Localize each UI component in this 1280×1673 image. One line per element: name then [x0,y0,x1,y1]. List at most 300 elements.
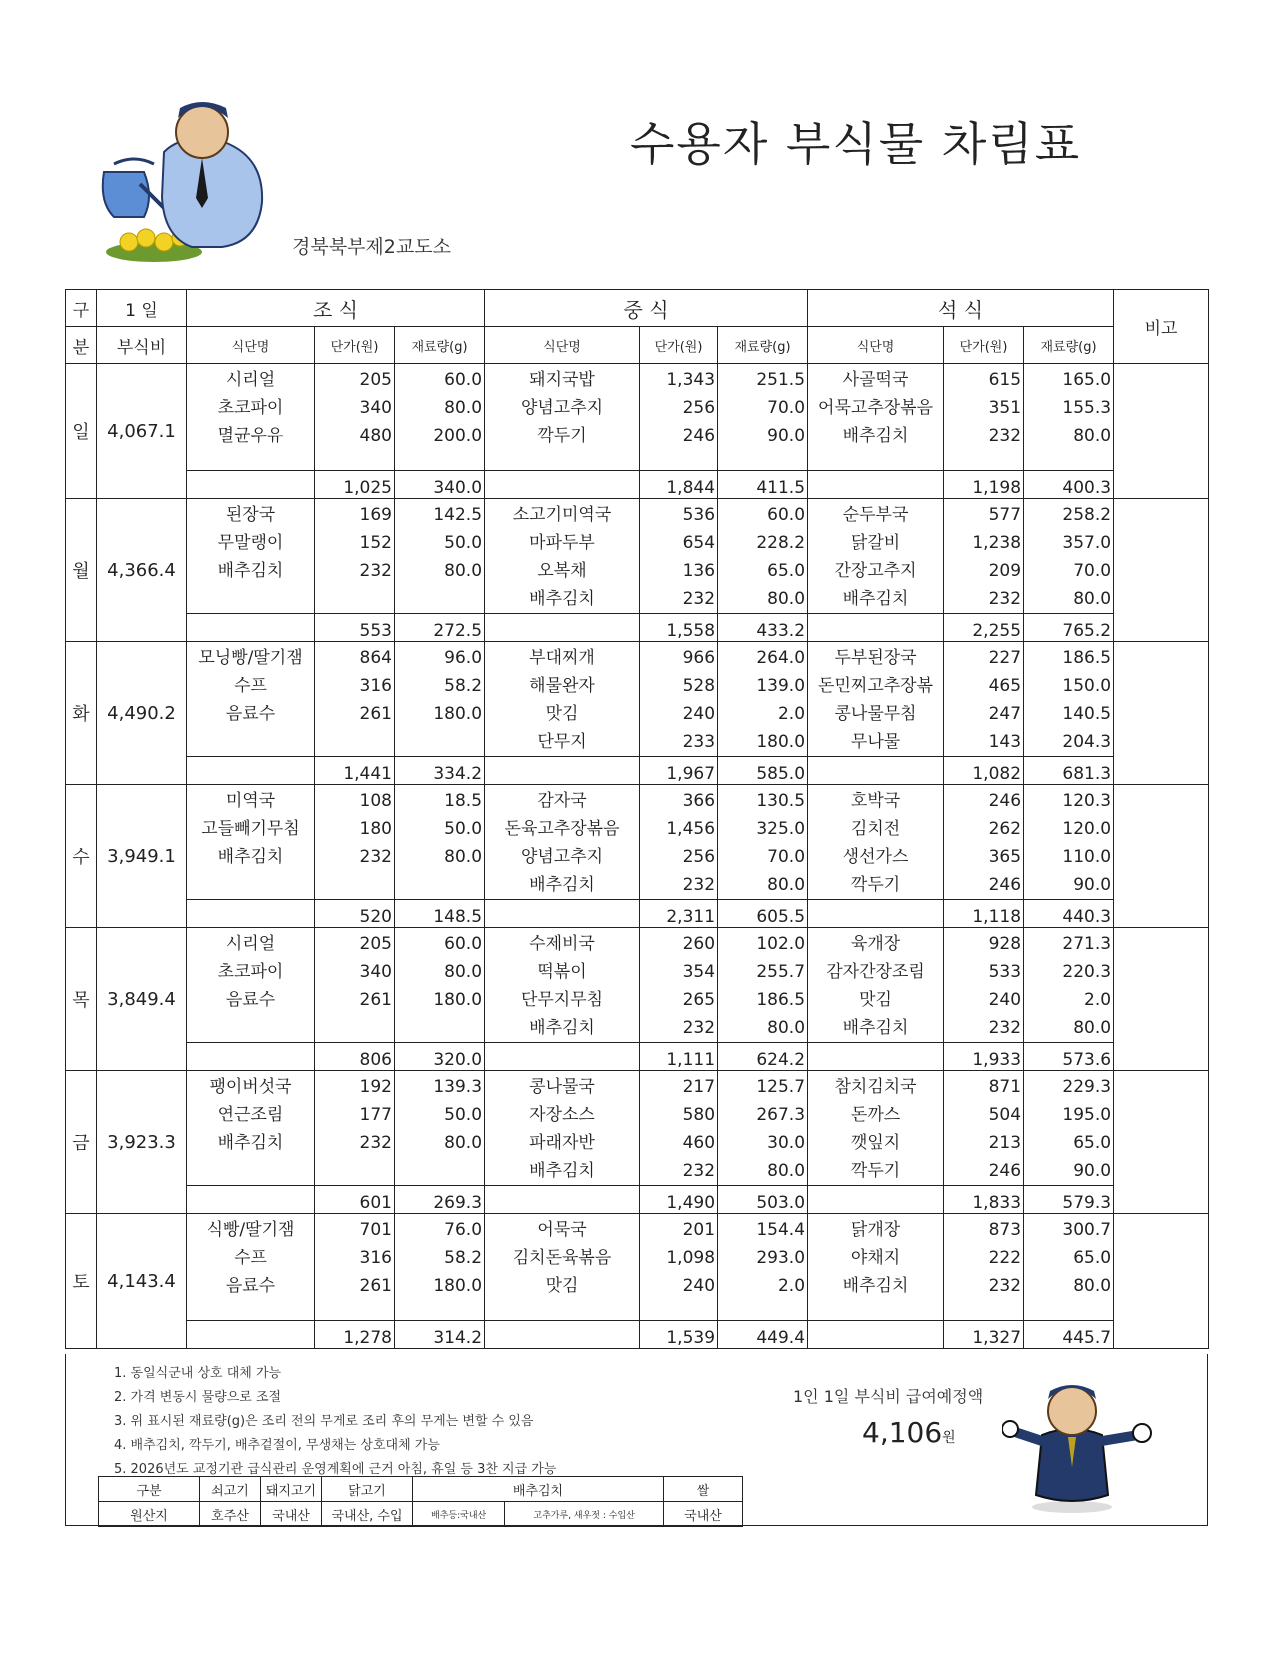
day-label: 화 [66,642,97,785]
subtotal-blank [187,1043,315,1071]
menu-item-price: 533 [988,962,1022,982]
origin-cell: 돼지고기 [261,1477,322,1502]
menu-item-amount: 70.0 [1073,561,1112,581]
menu-item-price-cell [640,928,718,1043]
header-col-price: 단가(원) [640,327,718,364]
origin-cell: 국내산, 수입 [322,1502,413,1527]
menu-item-name: 소고기미역국 [512,505,612,525]
menu-item-price-cell [315,642,395,757]
menu-item-amount: 154.4 [756,1220,806,1240]
menu-item-amount: 267.3 [756,1105,806,1125]
menu-item-name: 시리얼 [225,934,276,954]
menu-item-name: 자장소스 [529,1105,595,1125]
menu-item-price-cell [944,499,1024,614]
subtotal-blank [808,1186,944,1214]
menu-item-name: 배추김치 [529,1018,595,1038]
subtotal-blank [485,757,640,785]
daily-cost: 4,067.1 [97,364,187,499]
day-label: 수 [66,785,97,928]
origin-value-row [99,1502,743,1527]
budget-value [862,1416,956,1449]
menu-item-price: 351 [988,398,1022,418]
origin-cell: 배추김치 [413,1477,664,1502]
menu-item-amount-cell [718,1214,808,1321]
remark-cell [1114,1071,1209,1214]
day-label: 토 [66,1214,97,1349]
menu-item-price: 246 [988,791,1022,811]
menu-item-price: 213 [988,1133,1022,1153]
menu-item-amount: 255.7 [756,962,806,982]
menu-item-name-cell [485,928,640,1043]
subtotal-blank [808,614,944,642]
menu-item-name: 닭개장 [850,1220,901,1240]
subtotal-blank [485,614,640,642]
subtotal-amount: 605.5 [718,900,808,928]
menu-item-name-cell [485,364,640,471]
menu-item-name: 무나물 [850,732,901,752]
menu-item-price-cell [944,364,1024,471]
menu-item-name: 호박국 [850,791,901,811]
subtotal-price: 1,082 [944,757,1024,785]
menu-item-name-cell [187,928,315,1043]
menu-item-name: 배추김치 [842,589,909,609]
menu-item-amount: 70.0 [767,398,806,418]
menu-item-name: 콩나물국 [529,1077,595,1097]
menu-item-amount: 30.0 [767,1133,806,1153]
menu-item-price: 460 [682,1133,716,1153]
origin-cell: 호주산 [200,1502,261,1527]
menu-item-name: 배추김치 [842,1018,909,1038]
subtotal-price: 553 [315,614,395,642]
menu-item-name: 무말랭이 [217,533,284,553]
menu-item-name: 두부된장국 [834,648,917,668]
subtotal-row [66,1186,1209,1214]
menu-item-name: 돼지국밥 [529,370,595,390]
subtotal-amount: 400.3 [1024,471,1114,499]
menu-item-price: 262 [988,819,1022,839]
menu-item-price: 871 [988,1077,1022,1097]
menu-item-price: 465 [988,676,1022,696]
menu-item-name: 된장국 [225,505,276,525]
menu-item-price: 261 [359,990,392,1010]
menu-item-name: 생선가스 [842,847,909,867]
daily-cost: 4,143.4 [97,1214,187,1349]
menu-item-amount: 58.2 [444,676,483,696]
menu-item-amount: 80.0 [767,1018,806,1038]
menu-item-price: 232 [359,847,392,867]
menu-item-name-cell [485,1071,640,1186]
subtotal-blank [485,1321,640,1349]
menu-item-amount: 80.0 [1073,1018,1112,1038]
menu-item-name: 배추김치 [529,1161,595,1181]
menu-item-amount: 229.3 [1062,1077,1112,1097]
menu-item-amount: 65.0 [1073,1133,1112,1153]
menu-item-price-cell [944,928,1024,1043]
menu-item-name-cell [187,642,315,757]
menu-item-amount-cell [718,785,808,900]
menu-item-name: 감자간장조림 [826,962,925,982]
daily-cost: 3,923.3 [97,1071,187,1214]
menu-item-amount: 180.0 [433,704,483,724]
menu-item-price: 260 [682,934,716,954]
menu-item-name-cell [187,364,315,471]
menu-item-price-cell [315,499,395,614]
menu-item-amount-cell [395,1214,485,1321]
menu-item-amount: 220.3 [1062,962,1112,982]
menu-item-name: 깍두기 [537,426,587,446]
budget-label: 1인 1일 부식비 급여예정액 [793,1387,984,1406]
menu-item-amount: 18.5 [444,791,483,811]
menu-item-price: 232 [682,1161,716,1181]
menu-item-amount: 80.0 [1073,426,1112,446]
subtotal-amount: 314.2 [395,1321,485,1349]
day-label: 월 [66,499,97,642]
menu-item-name: 초코파이 [217,398,284,418]
header-dinner: 석 식 [808,290,1114,327]
menu-item-price: 654 [682,533,716,553]
menu-item-amount: 2.0 [777,704,806,724]
menu-item-price: 366 [682,791,716,811]
menu-item-name: 배추김치 [842,426,909,446]
header-col-price: 단가(원) [944,327,1024,364]
menu-item-name: 연근조림 [217,1105,284,1125]
budget-amount: 4,106 [862,1416,943,1449]
menu-item-name: 배추김치 [529,875,595,895]
header-gubun-top: 구 [66,290,97,327]
origin-cell: 국내산 [261,1502,322,1527]
origin-cell: 쇠고기 [200,1477,261,1502]
header-daily-top: 1 일 [97,290,187,327]
menu-item-name: 육개장 [850,934,901,954]
menu-item-price-cell [315,928,395,1043]
menu-item-price: 169 [359,505,392,525]
menu-item-name: 닭갈비 [850,533,901,553]
menu-item-name-cell [808,642,944,757]
menu-item-name-cell [808,499,944,614]
menu-item-amount: 80.0 [767,589,806,609]
menu-item-name: 야채지 [850,1248,901,1268]
subtotal-blank [187,900,315,928]
subtotal-blank [485,471,640,499]
menu-item-name-cell [808,1214,944,1321]
note-item: 5. 2026년도 교정기관 급식관리 운영계획에 근거 아침, 휴일 등 3찬 지급 가능 [114,1462,557,1477]
menu-item-price: 1,238 [972,533,1022,553]
menu-item-price: 928 [988,934,1022,954]
menu-item-price: 340 [359,398,392,418]
menu-item-price: 873 [988,1220,1022,1240]
subtotal-blank [187,757,315,785]
header-daily-bottom: 부식비 [97,327,187,364]
menu-item-price: 365 [988,847,1022,867]
menu-item-amount: 50.0 [444,819,483,839]
menu-item-amount: 150.0 [1062,676,1112,696]
menu-item-name: 배추김치 [842,1276,909,1296]
menu-item-amount: 80.0 [1073,1276,1112,1296]
menu-item-amount: 80.0 [767,875,806,895]
menu-item-price: 354 [682,962,716,982]
menu-item-amount: 180.0 [433,1276,483,1296]
menu-item-price: 536 [682,505,716,525]
menu-item-amount: 90.0 [1073,875,1112,895]
menu-item-name: 간장고추지 [834,561,917,581]
menu-item-amount: 264.0 [756,648,806,668]
menu-item-price: 232 [359,561,392,581]
menu-item-amount-cell [1024,785,1114,900]
menu-item-name: 단무지 [537,732,587,752]
menu-item-amount-cell [718,499,808,614]
page-title: 수용자 부식물 차림표 [630,117,1082,171]
remark-cell [1114,642,1209,785]
menu-item-price: 316 [359,1248,392,1268]
subtotal-amount: 503.0 [718,1186,808,1214]
menu-item-amount-cell [395,364,485,471]
menu-item-name: 해물완자 [529,676,595,696]
menu-item-price: 864 [359,648,392,668]
header-remark: 비고 [1114,290,1209,364]
menu-item-amount: 186.5 [1062,648,1112,668]
menu-item-price: 232 [682,875,716,895]
menu-item-price: 143 [988,732,1022,752]
menu-item-price: 209 [988,561,1022,581]
subtotal-amount: 272.5 [395,614,485,642]
menu-item-amount: 80.0 [444,1133,483,1153]
remark-cell [1114,499,1209,642]
menu-item-name: 돈육고추장볶음 [504,819,620,839]
menu-item-price: 205 [359,934,392,954]
menu-item-price-cell [640,1214,718,1321]
origin-header-row [99,1477,743,1502]
menu-item-amount: 293.0 [756,1248,806,1268]
menu-item-amount: 90.0 [1073,1161,1112,1181]
mascot-watering-icon [84,92,284,268]
subtotal-price: 1,278 [315,1321,395,1349]
subtotal-price: 1,198 [944,471,1024,499]
menu-item-amount: 96.0 [444,648,483,668]
menu-item-name: 배추김치 [217,561,284,581]
menu-item-price: 227 [988,648,1022,668]
subtotal-amount: 681.3 [1024,757,1114,785]
subtotal-price: 1,844 [640,471,718,499]
menu-item-amount: 325.0 [756,819,806,839]
subtotal-row [66,757,1209,785]
subtotal-row [66,900,1209,928]
menu-item-price: 316 [359,676,392,696]
subtotal-blank [808,1321,944,1349]
remark-cell [1114,364,1209,499]
day-row [66,785,1209,900]
subtotal-price: 520 [315,900,395,928]
daily-cost: 4,366.4 [97,499,187,642]
header-col-name: 식단명 [808,327,944,364]
menu-item-amount: 80.0 [444,561,483,581]
mascot-pointing-icon [1002,1375,1152,1515]
subtotal-price: 2,255 [944,614,1024,642]
menu-item-price: 256 [682,398,716,418]
menu-item-name-cell [187,1071,315,1186]
menu-item-price-cell [640,499,718,614]
menu-item-price: 180 [359,819,392,839]
menu-item-amount: 90.0 [767,426,806,446]
menu-item-amount: 186.5 [756,990,806,1010]
menu-item-amount-cell [395,928,485,1043]
menu-item-price: 580 [682,1105,716,1125]
menu-item-price: 966 [682,648,716,668]
menu-item-name: 감자국 [537,791,587,811]
menu-item-name-cell [808,1071,944,1186]
header-col-name: 식단명 [485,327,640,364]
subtotal-blank [187,1186,315,1214]
subtotal-row [66,1321,1209,1349]
subtotal-amount: 573.6 [1024,1043,1114,1071]
header-col-price: 단가(원) [315,327,395,364]
menu-item-amount: 155.3 [1062,398,1112,418]
menu-item-name-cell [808,364,944,471]
subtotal-blank [187,614,315,642]
menu-item-price: 152 [359,533,392,553]
menu-item-price: 701 [359,1220,392,1240]
menu-item-price: 261 [359,1276,392,1296]
subtotal-price: 1,967 [640,757,718,785]
subtotal-price: 1,441 [315,757,395,785]
menu-item-name: 마파두부 [529,533,595,553]
menu-item-name: 부대찌개 [529,648,595,668]
menu-item-name: 김치전 [850,819,901,839]
menu-item-price-cell [944,785,1024,900]
menu-item-price: 246 [682,426,716,446]
note-item: 3. 위 표시된 재료량(g)은 조리 전의 무게로 조리 후의 무게는 변할 수 있음 [114,1414,534,1429]
note-item: 1. 동일식군내 상호 대체 가능 [114,1366,282,1381]
menu-item-amount: 80.0 [444,847,483,867]
menu-item-price: 256 [682,847,716,867]
menu-item-name: 배추김치 [529,589,595,609]
menu-item-name: 깍두기 [850,875,901,895]
subtotal-blank [187,1321,315,1349]
subtotal-row [66,1043,1209,1071]
subtotal-amount: 433.2 [718,614,808,642]
menu-item-name-cell [485,499,640,614]
subtotal-price: 1,558 [640,614,718,642]
header-row-top [66,290,1209,327]
menu-item-name: 맛김 [545,1276,579,1296]
subtotal-price: 1,118 [944,900,1024,928]
menu-item-amount: 130.5 [756,791,806,811]
menu-item-name: 식빵/딸기잼 [206,1220,295,1240]
menu-item-price: 201 [682,1220,716,1240]
header-row-bottom [66,327,1209,364]
subtotal-blank [808,757,944,785]
subtotal-blank [808,471,944,499]
budget-unit: 원 [942,1430,956,1446]
menu-item-price: 261 [359,704,392,724]
menu-item-price: 232 [988,1276,1022,1296]
menu-item-name: 깻잎지 [850,1133,901,1153]
menu-item-price-cell [944,1214,1024,1321]
menu-item-name: 수프 [234,676,267,696]
subtotal-amount: 334.2 [395,757,485,785]
menu-item-price: 577 [988,505,1022,525]
daily-cost: 3,949.1 [97,785,187,928]
subtotal-amount: 411.5 [718,471,808,499]
organization-name: 경북북부제2교도소 [292,236,451,258]
menu-item-name: 배추김치 [217,1133,284,1153]
subtotal-price: 806 [315,1043,395,1071]
menu-item-name: 팽이버섯국 [209,1077,292,1097]
note-item: 4. 배추김치, 깍두기, 배추겉절이, 무생채는 상호대체 가능 [114,1438,440,1453]
subtotal-amount: 624.2 [718,1043,808,1071]
menu-item-name: 어묵고추장볶음 [818,398,934,418]
menu-item-name: 단무지무침 [520,990,604,1010]
menu-item-amount-cell [718,1071,808,1186]
menu-item-name: 수제비국 [529,934,595,954]
header-gubun-bottom: 분 [66,327,97,364]
menu-item-price: 1,456 [666,819,716,839]
menu-item-price: 192 [359,1077,392,1097]
subtotal-price: 2,311 [640,900,718,928]
subtotal-amount: 449.4 [718,1321,808,1349]
menu-item-name: 음료수 [225,990,276,1010]
day-label: 일 [66,364,97,499]
subtotal-price: 1,833 [944,1186,1024,1214]
menu-table [65,289,1209,1349]
subtotal-blank [808,1043,944,1071]
menu-item-price-cell [640,1071,718,1186]
subtotal-price: 1,111 [640,1043,718,1071]
menu-item-name: 참치김치국 [834,1077,917,1097]
subtotal-amount: 445.7 [1024,1321,1114,1349]
menu-item-price: 246 [988,1161,1022,1181]
menu-item-amount: 110.0 [1062,847,1112,867]
menu-item-name: 돈민찌고추장볶 [818,676,934,696]
subtotal-amount: 148.5 [395,900,485,928]
subtotal-blank [485,900,640,928]
menu-item-amount: 58.2 [444,1248,483,1268]
day-row [66,928,1209,1043]
menu-item-amount: 65.0 [1073,1248,1112,1268]
header-col-amount: 재료량(g) [1024,327,1114,364]
day-row [66,499,1209,614]
menu-item-name-cell [485,1214,640,1321]
menu-item-name-cell [187,785,315,900]
menu-item-amount-cell [1024,1071,1114,1186]
menu-item-amount: 50.0 [444,1105,483,1125]
menu-item-name: 오복채 [537,561,587,581]
menu-item-name: 음료수 [225,1276,276,1296]
day-row [66,642,1209,757]
header-lunch: 중 식 [485,290,808,327]
menu-item-amount-cell [395,785,485,900]
menu-item-amount: 258.2 [1062,505,1112,525]
subtotal-price: 1,025 [315,471,395,499]
remark-cell [1114,928,1209,1071]
menu-item-name-cell [485,642,640,757]
menu-item-amount: 125.7 [756,1077,806,1097]
menu-item-name: 돈까스 [850,1105,901,1125]
subtotal-amount: 765.2 [1024,614,1114,642]
origin-cell: 구분 [99,1477,200,1502]
menu-item-price: 1,343 [666,370,716,390]
menu-item-amount: 139.3 [433,1077,483,1097]
day-label: 금 [66,1071,97,1214]
menu-item-amount: 60.0 [767,505,806,525]
menu-item-name: 떡볶이 [537,962,587,982]
menu-item-amount: 165.0 [1062,370,1112,390]
menu-item-name: 고들빼기무침 [201,819,300,839]
menu-item-amount: 271.3 [1062,934,1112,954]
daily-cost: 3,849.4 [97,928,187,1071]
menu-item-price: 240 [682,704,716,724]
menu-item-name: 미역국 [225,791,276,811]
menu-item-amount: 80.0 [1073,589,1112,609]
